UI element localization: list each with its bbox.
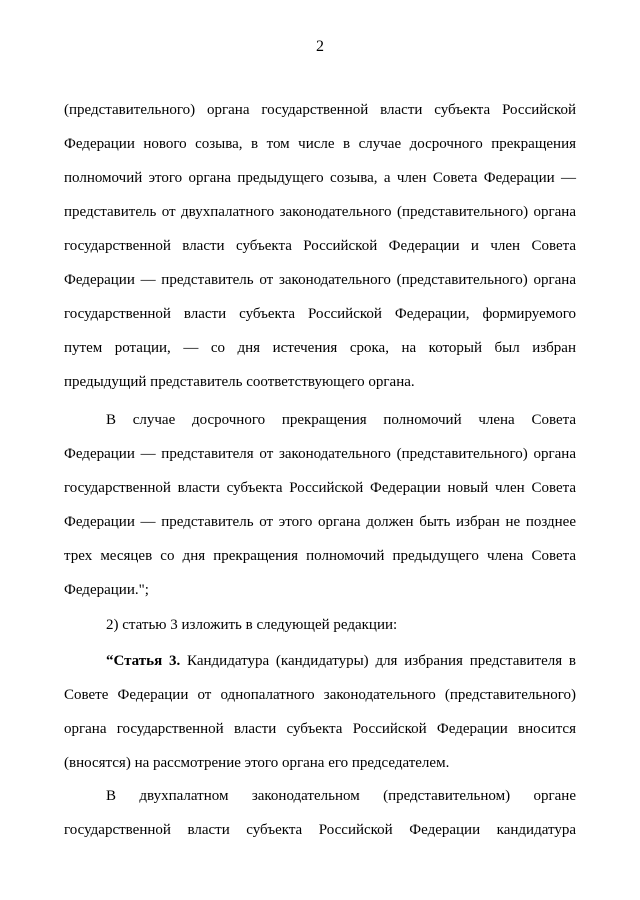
article-heading: “Статья 3. bbox=[106, 653, 181, 669]
text-line: В случае досрочного прекращения полномочий члена Совета bbox=[106, 412, 576, 428]
text-line: (вносятся) на рассмотрение этого органа его председателем. bbox=[64, 755, 450, 771]
text-fragment: Кандидатура (кандидатуры) для избрания представителя в bbox=[180, 653, 576, 669]
text-line: государственной власти субъекта Российской Федерации новый член Совета bbox=[64, 480, 576, 496]
text-line: государственной власти субъекта Российской Федерации кандидатура bbox=[64, 822, 576, 838]
text-line: путем ротации, — со дня истечения срока, на который был избран bbox=[64, 340, 576, 356]
paragraph-5 bbox=[64, 779, 576, 847]
text-line: органа государственной власти субъекта Российской Федерации вносится bbox=[64, 721, 576, 737]
text-line: Федерации нового созыва, в том числе в случае досрочного прекращения bbox=[64, 136, 576, 152]
text-line: Совете Федерации от однопалатного законодательного (представительного) bbox=[64, 687, 576, 703]
text-line: полномочий этого органа предыдущего созыва, а член Совета Федерации — bbox=[64, 170, 576, 186]
page-number: 2 bbox=[316, 38, 324, 55]
paragraph-1 bbox=[64, 93, 576, 399]
text-line: Федерации — представитель от этого органа должен быть избран не позднее bbox=[64, 514, 576, 530]
paragraph-4 bbox=[64, 644, 576, 780]
text-line: Федерации."; bbox=[64, 582, 149, 598]
paragraph-2 bbox=[64, 403, 576, 607]
text-line: трех месяцев со дня прекращения полномочий предыдущего члена Совета bbox=[64, 548, 576, 564]
text-line: Федерации — представителя от законодательного (представительного) органа bbox=[64, 446, 576, 462]
text-line: представитель от двухпалатного законодательного (представительного) органа bbox=[64, 204, 576, 220]
paragraph-3 bbox=[64, 608, 576, 642]
text-line: 2) статью 3 изложить в следующей редакции: bbox=[106, 617, 398, 633]
text-line: государственной власти субъекта Российской Федерации и член Совета bbox=[64, 238, 576, 254]
text-line: (представительного) органа государственной власти субъекта Российской bbox=[64, 102, 576, 118]
text-line: В двухпалатном законодательном (представительном) органе bbox=[106, 788, 576, 804]
text-line bbox=[64, 644, 576, 678]
text-line: государственной власти субъекта Российской Федерации, формируемого bbox=[64, 306, 576, 322]
text-line: предыдущий представитель соответствующего органа. bbox=[64, 374, 415, 390]
text-line: Федерации — представитель от законодательного (представительного) органа bbox=[64, 272, 576, 288]
